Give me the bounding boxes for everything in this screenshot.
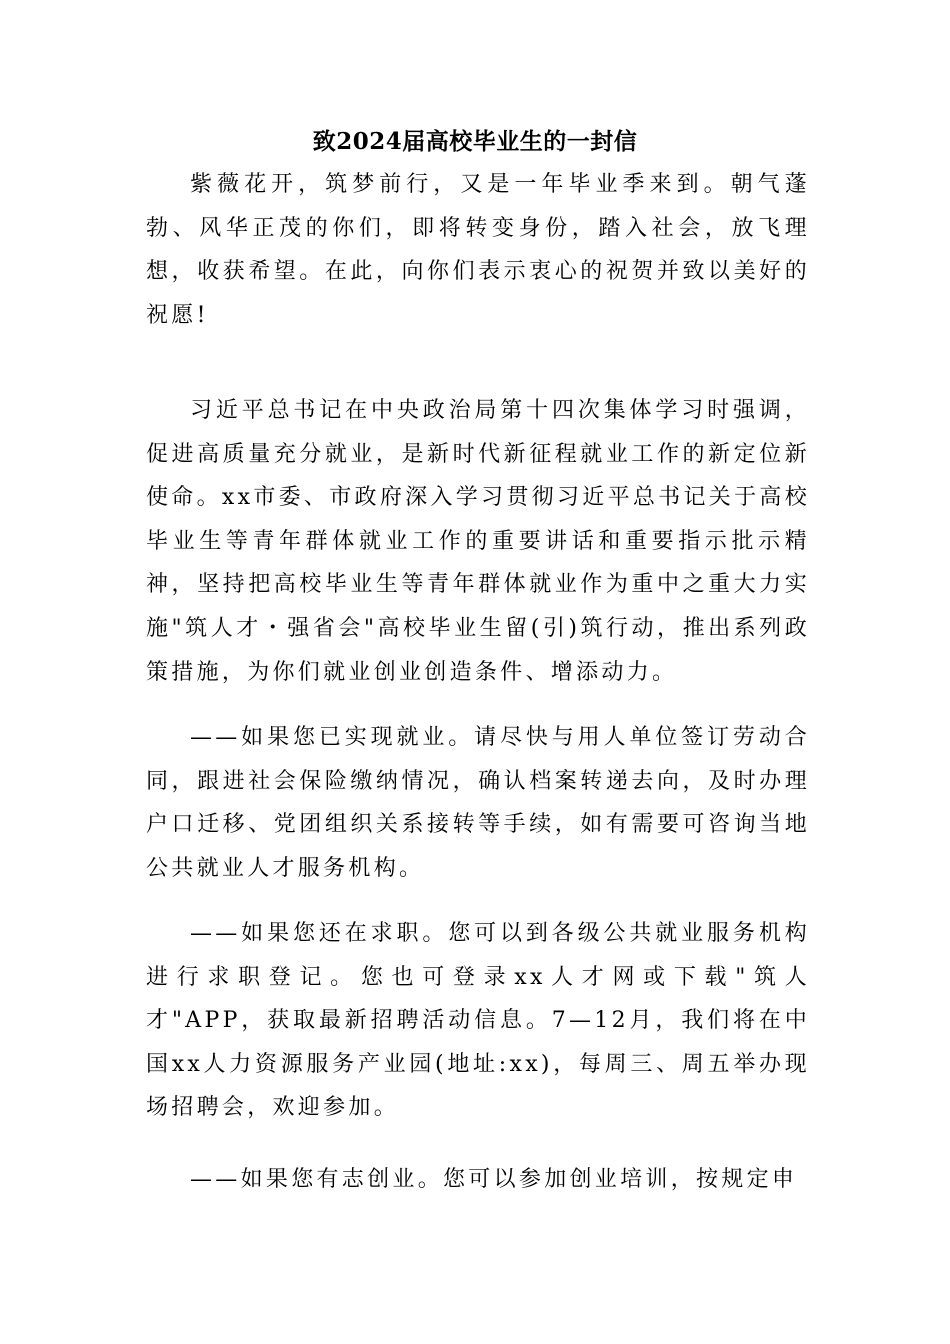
paragraph-greeting: 紫薇花开，筑梦前行，又是一年毕业季来到。朝气蓬勃、风华正茂的你们，即将转变身份，踏入社会，放飞理想，收获希望。在此，向你们表示衷心的祝贺并致以美好的祝愿! <box>146 172 810 328</box>
paragraph-employed: ——如果您已实现就业。请尽快与用人单位签订劳动合同，跟进社会保险缴纳情况，确认档案转递去向，及时办理户口迁移、党团组织关系接转等手续，如有需要可咨询当地公共就业人才服务机构。 <box>146 725 810 881</box>
paragraph-entrepreneurship: ——如果您有志创业。您可以参加创业培训，按规定申 <box>190 1167 798 1192</box>
document-title: 致2024届高校毕业生的一封信 <box>312 128 638 155</box>
paragraph-policy: 习近平总书记在中央政治局第十四次集体学习时强调，促进高质量充分就业，是新时代新征程就业工作的新定位新使命。xx市委、市政府深入学习贯彻习近平总书记关于高校毕业生等青年群体就业工作的重要讲话和重要指示批示精神，坚持把高校毕业生等青年群体就业作为重中之重大力实施"筑人才・强省会"高校毕业生留(引)筑行动，推出系列政策措施，为你们就业创业创造条件、增添动力。 <box>146 398 810 685</box>
paragraph-job-seeking: ——如果您还在求职。您可以到各级公共就业服务机构进行求职登记。您也可登录xx人才网或下载"筑人才"APP，获取最新招聘活动信息。7—12月，我们将在中国xx人力资源服务产业园(地址:xx)，每周三、周五举办现场招聘会，欢迎参加。 <box>146 921 810 1121</box>
